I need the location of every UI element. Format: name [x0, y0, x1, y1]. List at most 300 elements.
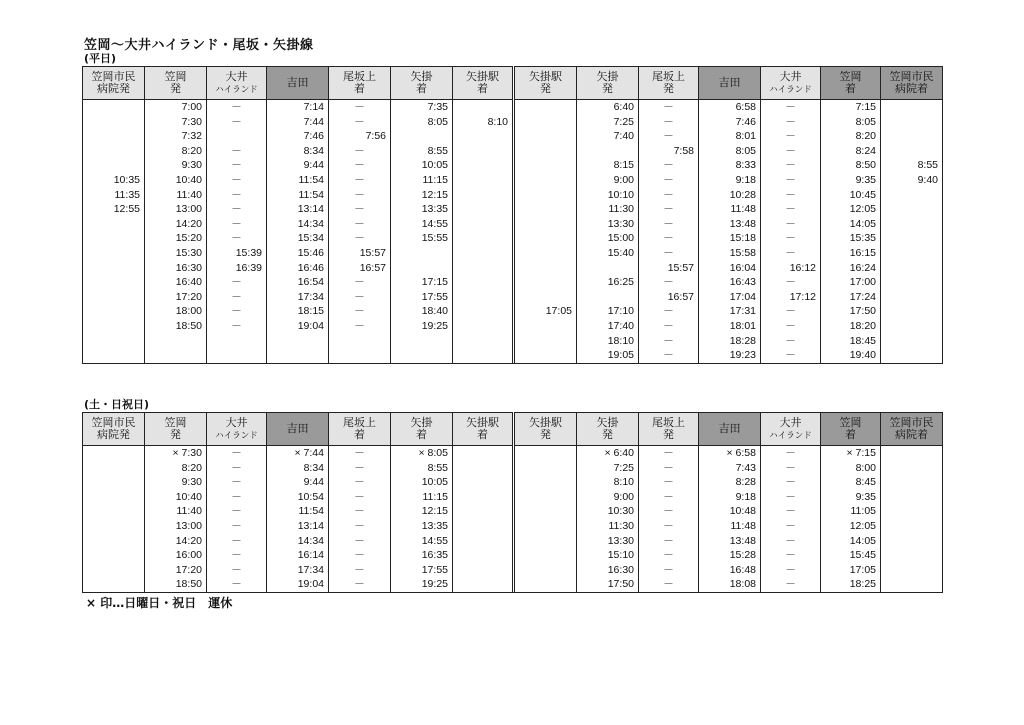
- time-cell: 18:50: [145, 319, 207, 334]
- time-cell: －: [329, 534, 391, 549]
- time-cell: [881, 490, 943, 505]
- column-header: 矢掛 着: [391, 413, 453, 446]
- time-cell: [145, 334, 207, 349]
- time-cell: [881, 446, 943, 461]
- time-cell: 10:28: [699, 188, 761, 203]
- time-cell: 15:20: [145, 231, 207, 246]
- time-cell: －: [207, 144, 267, 159]
- time-cell: 15:55: [391, 231, 453, 246]
- time-cell: [515, 534, 577, 549]
- time-cell: －: [761, 504, 821, 519]
- time-cell: －: [207, 173, 267, 188]
- time-cell: 14:05: [821, 217, 881, 232]
- time-cell: [453, 534, 513, 549]
- time-cell: 17:34: [267, 563, 329, 578]
- time-cell: 16:54: [267, 275, 329, 290]
- time-cell: 17:24: [821, 290, 881, 305]
- time-cell: [515, 231, 577, 246]
- time-cell: 8:20: [145, 461, 207, 476]
- time-cell: 13:30: [577, 217, 639, 232]
- time-cell: [881, 129, 943, 144]
- time-cell: 7:00: [145, 100, 207, 115]
- time-cell: 6:40: [577, 100, 639, 115]
- time-cell: 7:43: [699, 461, 761, 476]
- time-cell: [881, 217, 943, 232]
- time-cell: [207, 129, 267, 144]
- column-header: 吉田: [267, 67, 329, 100]
- time-cell: －: [639, 217, 699, 232]
- time-cell: 9:40: [881, 173, 943, 188]
- page-title: 笠岡～大井ハイランド・尾坂・矢掛線: [84, 38, 314, 53]
- time-cell: －: [207, 577, 267, 592]
- time-cell: 19:25: [391, 319, 453, 334]
- time-cell: －: [639, 548, 699, 563]
- time-cell: －: [761, 319, 821, 334]
- time-cell: －: [639, 490, 699, 505]
- time-cell: [881, 261, 943, 276]
- time-cell: －: [761, 348, 821, 363]
- time-cell: [453, 202, 513, 217]
- table-row: [83, 519, 943, 534]
- time-cell: －: [639, 519, 699, 534]
- weekday-timetable: [82, 66, 943, 364]
- time-cell: －: [329, 173, 391, 188]
- time-cell: 15:57: [639, 261, 699, 276]
- time-cell: 16:00: [145, 548, 207, 563]
- time-cell: [881, 577, 943, 592]
- time-cell: 7:58: [639, 144, 699, 159]
- time-cell: 15:40: [577, 246, 639, 261]
- time-cell: [453, 100, 513, 115]
- time-cell: －: [207, 231, 267, 246]
- time-cell: × 7:15: [821, 446, 881, 461]
- time-cell: 17:05: [821, 563, 881, 578]
- column-header: 笠岡 発: [145, 413, 207, 446]
- time-cell: [881, 461, 943, 476]
- time-cell: 10:30: [577, 504, 639, 519]
- time-cell: 18:50: [145, 577, 207, 592]
- time-cell: －: [639, 504, 699, 519]
- time-cell: 18:20: [821, 319, 881, 334]
- time-cell: 8:55: [391, 144, 453, 159]
- time-cell: [267, 334, 329, 349]
- time-cell: [881, 275, 943, 290]
- time-cell: [881, 202, 943, 217]
- time-cell: －: [639, 577, 699, 592]
- time-cell: [453, 290, 513, 305]
- time-cell: 11:05: [821, 504, 881, 519]
- time-cell: －: [207, 217, 267, 232]
- time-cell: －: [329, 304, 391, 319]
- time-cell: × 6:40: [577, 446, 639, 461]
- time-cell: [83, 475, 145, 490]
- time-cell: 19:04: [267, 319, 329, 334]
- time-cell: [515, 100, 577, 115]
- time-cell: 11:40: [145, 504, 207, 519]
- table-row: [83, 475, 943, 490]
- time-cell: 9:44: [267, 158, 329, 173]
- time-cell: －: [639, 173, 699, 188]
- time-cell: －: [207, 319, 267, 334]
- time-cell: 7:25: [577, 461, 639, 476]
- time-cell: 6:58: [699, 100, 761, 115]
- time-cell: －: [207, 548, 267, 563]
- time-cell: 15:10: [577, 548, 639, 563]
- table-row: [83, 290, 943, 305]
- time-cell: 10:40: [145, 173, 207, 188]
- time-cell: [83, 563, 145, 578]
- table-row: [83, 461, 943, 476]
- time-cell: 12:15: [391, 188, 453, 203]
- time-cell: －: [761, 231, 821, 246]
- time-cell: －: [761, 519, 821, 534]
- column-header: 大井 ハイランド: [761, 67, 821, 100]
- time-cell: 13:30: [577, 534, 639, 549]
- time-cell: －: [207, 115, 267, 130]
- time-cell: [515, 173, 577, 188]
- time-cell: 17:55: [391, 563, 453, 578]
- time-cell: 16:35: [391, 548, 453, 563]
- time-cell: 7:44: [267, 115, 329, 130]
- column-header: 笠岡市民 病院着: [881, 67, 943, 100]
- time-cell: －: [639, 129, 699, 144]
- column-header: 尾坂上 発: [639, 413, 699, 446]
- time-cell: －: [329, 519, 391, 534]
- time-cell: [267, 348, 329, 363]
- column-header: 吉田: [267, 413, 329, 446]
- time-cell: 10:48: [699, 504, 761, 519]
- time-cell: －: [639, 461, 699, 476]
- time-cell: 8:45: [821, 475, 881, 490]
- time-cell: 17:50: [577, 577, 639, 592]
- time-cell: 16:46: [267, 261, 329, 276]
- table-row: [83, 188, 943, 203]
- time-cell: －: [329, 275, 391, 290]
- time-cell: [453, 173, 513, 188]
- time-cell: [83, 261, 145, 276]
- time-cell: －: [207, 158, 267, 173]
- time-cell: [515, 129, 577, 144]
- time-cell: [515, 158, 577, 173]
- time-cell: [515, 246, 577, 261]
- time-cell: －: [639, 158, 699, 173]
- time-cell: －: [761, 144, 821, 159]
- time-cell: 8:55: [881, 158, 943, 173]
- table-row: [83, 275, 943, 290]
- time-cell: 8:00: [821, 461, 881, 476]
- column-header: 笠岡 着: [821, 413, 881, 446]
- time-cell: 16:30: [577, 563, 639, 578]
- time-cell: －: [639, 446, 699, 461]
- time-cell: × 6:58: [699, 446, 761, 461]
- table-row: [83, 100, 943, 115]
- time-cell: 15:46: [267, 246, 329, 261]
- time-cell: [577, 261, 639, 276]
- time-cell: 18:08: [699, 577, 761, 592]
- table-row: [83, 217, 943, 232]
- time-cell: 7:46: [267, 129, 329, 144]
- time-cell: [515, 490, 577, 505]
- time-cell: 15:00: [577, 231, 639, 246]
- time-cell: －: [207, 519, 267, 534]
- column-header: 笠岡 着: [821, 67, 881, 100]
- column-header: 矢掛駅 着: [453, 67, 513, 100]
- table-row: [83, 261, 943, 276]
- time-cell: 19:40: [821, 348, 881, 363]
- time-cell: [83, 334, 145, 349]
- time-cell: －: [207, 563, 267, 578]
- table-row: [83, 348, 943, 363]
- time-cell: [453, 319, 513, 334]
- time-cell: 17:04: [699, 290, 761, 305]
- time-cell: 11:15: [391, 173, 453, 188]
- time-cell: [515, 504, 577, 519]
- time-cell: [515, 577, 577, 592]
- time-cell: [453, 231, 513, 246]
- time-cell: －: [329, 490, 391, 505]
- time-cell: 8:34: [267, 144, 329, 159]
- time-cell: 17:55: [391, 290, 453, 305]
- time-cell: －: [207, 446, 267, 461]
- time-cell: [881, 334, 943, 349]
- time-cell: －: [329, 202, 391, 217]
- time-cell: 16:30: [145, 261, 207, 276]
- time-cell: 11:48: [699, 519, 761, 534]
- time-cell: 9:18: [699, 173, 761, 188]
- time-cell: [881, 144, 943, 159]
- time-cell: [577, 290, 639, 305]
- time-cell: 12:15: [391, 504, 453, 519]
- time-cell: －: [761, 461, 821, 476]
- time-cell: 11:54: [267, 188, 329, 203]
- time-cell: [453, 504, 513, 519]
- time-cell: [881, 304, 943, 319]
- time-cell: 8:55: [391, 461, 453, 476]
- time-cell: [453, 548, 513, 563]
- time-cell: [83, 100, 145, 115]
- time-cell: 14:20: [145, 534, 207, 549]
- time-cell: 8:01: [699, 129, 761, 144]
- time-cell: 15:30: [145, 246, 207, 261]
- time-cell: －: [207, 504, 267, 519]
- time-cell: 16:39: [207, 261, 267, 276]
- time-cell: [515, 202, 577, 217]
- time-cell: [453, 304, 513, 319]
- time-cell: 18:01: [699, 319, 761, 334]
- time-cell: －: [639, 304, 699, 319]
- time-cell: 8:05: [391, 115, 453, 130]
- footnote: × 印…日曜日・祝日 運休: [86, 596, 233, 610]
- column-header: 矢掛駅 着: [453, 413, 513, 446]
- table-row: [83, 158, 943, 173]
- time-cell: －: [761, 534, 821, 549]
- time-cell: 7:46: [699, 115, 761, 130]
- time-cell: 10:35: [83, 173, 145, 188]
- time-cell: [515, 319, 577, 334]
- time-cell: [453, 217, 513, 232]
- time-cell: －: [761, 304, 821, 319]
- column-header: 矢掛駅 発: [515, 67, 577, 100]
- time-cell: 18:45: [821, 334, 881, 349]
- time-cell: [881, 319, 943, 334]
- time-cell: －: [761, 446, 821, 461]
- column-header: 吉田: [699, 67, 761, 100]
- time-cell: －: [329, 158, 391, 173]
- time-cell: 10:54: [267, 490, 329, 505]
- time-cell: [83, 231, 145, 246]
- time-cell: 11:48: [699, 202, 761, 217]
- time-cell: 8:10: [577, 475, 639, 490]
- time-cell: －: [761, 490, 821, 505]
- time-cell: 10:05: [391, 475, 453, 490]
- time-cell: [453, 261, 513, 276]
- time-cell: 11:40: [145, 188, 207, 203]
- time-cell: [515, 188, 577, 203]
- time-cell: × 7:44: [267, 446, 329, 461]
- time-cell: 10:05: [391, 158, 453, 173]
- time-cell: 15:18: [699, 231, 761, 246]
- time-cell: 16:40: [145, 275, 207, 290]
- time-cell: 11:54: [267, 504, 329, 519]
- time-cell: 17:10: [577, 304, 639, 319]
- time-cell: －: [329, 217, 391, 232]
- column-header: 尾坂上 着: [329, 67, 391, 100]
- time-cell: －: [761, 188, 821, 203]
- time-cell: －: [207, 475, 267, 490]
- time-cell: [83, 246, 145, 261]
- time-cell: 8:15: [577, 158, 639, 173]
- time-cell: 19:25: [391, 577, 453, 592]
- time-cell: [881, 231, 943, 246]
- time-cell: 18:25: [821, 577, 881, 592]
- time-cell: [881, 475, 943, 490]
- time-cell: －: [639, 115, 699, 130]
- time-cell: 7:15: [821, 100, 881, 115]
- time-cell: －: [761, 334, 821, 349]
- time-cell: －: [207, 461, 267, 476]
- time-cell: [329, 348, 391, 363]
- time-cell: [83, 144, 145, 159]
- table-row: [83, 231, 943, 246]
- time-cell: 8:24: [821, 144, 881, 159]
- time-cell: 15:39: [207, 246, 267, 261]
- time-cell: [453, 461, 513, 476]
- time-cell: 13:14: [267, 202, 329, 217]
- time-cell: 14:55: [391, 534, 453, 549]
- time-cell: [515, 261, 577, 276]
- table-row: [83, 504, 943, 519]
- time-cell: 14:34: [267, 217, 329, 232]
- time-cell: －: [761, 173, 821, 188]
- time-cell: × 7:30: [145, 446, 207, 461]
- time-cell: [515, 446, 577, 461]
- time-cell: [453, 348, 513, 363]
- time-cell: －: [761, 217, 821, 232]
- column-header: 矢掛駅 発: [515, 413, 577, 446]
- time-cell: 18:00: [145, 304, 207, 319]
- time-cell: 19:04: [267, 577, 329, 592]
- time-cell: －: [207, 188, 267, 203]
- time-cell: [391, 129, 453, 144]
- time-cell: 7:30: [145, 115, 207, 130]
- time-cell: 16:48: [699, 563, 761, 578]
- time-cell: －: [207, 490, 267, 505]
- time-cell: [515, 217, 577, 232]
- time-cell: －: [761, 115, 821, 130]
- time-cell: 8:34: [267, 461, 329, 476]
- time-cell: [83, 217, 145, 232]
- time-cell: 8:20: [821, 129, 881, 144]
- time-cell: 17:00: [821, 275, 881, 290]
- time-cell: －: [639, 275, 699, 290]
- time-cell: [881, 534, 943, 549]
- time-cell: 9:35: [821, 173, 881, 188]
- time-cell: [453, 519, 513, 534]
- time-cell: 10:45: [821, 188, 881, 203]
- time-cell: －: [761, 158, 821, 173]
- time-cell: [453, 577, 513, 592]
- time-cell: [453, 188, 513, 203]
- table-row: [83, 304, 943, 319]
- time-cell: －: [639, 534, 699, 549]
- time-cell: [83, 115, 145, 130]
- time-cell: 17:15: [391, 275, 453, 290]
- table-row: [83, 319, 943, 334]
- time-cell: [453, 490, 513, 505]
- time-cell: －: [639, 348, 699, 363]
- time-cell: －: [761, 475, 821, 490]
- time-cell: [453, 129, 513, 144]
- time-cell: 15:34: [267, 231, 329, 246]
- time-cell: 14:34: [267, 534, 329, 549]
- column-header: 大井 ハイランド: [207, 67, 267, 100]
- time-cell: [83, 319, 145, 334]
- time-cell: 9:44: [267, 475, 329, 490]
- time-cell: －: [207, 290, 267, 305]
- time-cell: 9:35: [821, 490, 881, 505]
- time-cell: －: [207, 534, 267, 549]
- column-header: 笠岡市民 病院発: [83, 413, 145, 446]
- time-cell: [453, 158, 513, 173]
- time-cell: [83, 548, 145, 563]
- time-cell: [881, 246, 943, 261]
- time-cell: 16:12: [761, 261, 821, 276]
- table-row: [83, 144, 943, 159]
- time-cell: 16:25: [577, 275, 639, 290]
- time-cell: [83, 129, 145, 144]
- time-cell: [515, 519, 577, 534]
- time-cell: [83, 534, 145, 549]
- column-header: 笠岡市民 病院発: [83, 67, 145, 100]
- time-cell: －: [329, 144, 391, 159]
- time-cell: [881, 563, 943, 578]
- table-row: [83, 548, 943, 563]
- time-cell: 15:45: [821, 548, 881, 563]
- time-cell: [515, 334, 577, 349]
- time-cell: [515, 548, 577, 563]
- time-cell: [391, 348, 453, 363]
- time-cell: 11:54: [267, 173, 329, 188]
- time-cell: 18:15: [267, 304, 329, 319]
- time-cell: －: [761, 563, 821, 578]
- time-cell: －: [329, 290, 391, 305]
- time-cell: [881, 290, 943, 305]
- time-cell: －: [207, 202, 267, 217]
- column-header: 笠岡 発: [145, 67, 207, 100]
- time-cell: －: [639, 231, 699, 246]
- time-cell: 19:23: [699, 348, 761, 363]
- time-cell: 15:58: [699, 246, 761, 261]
